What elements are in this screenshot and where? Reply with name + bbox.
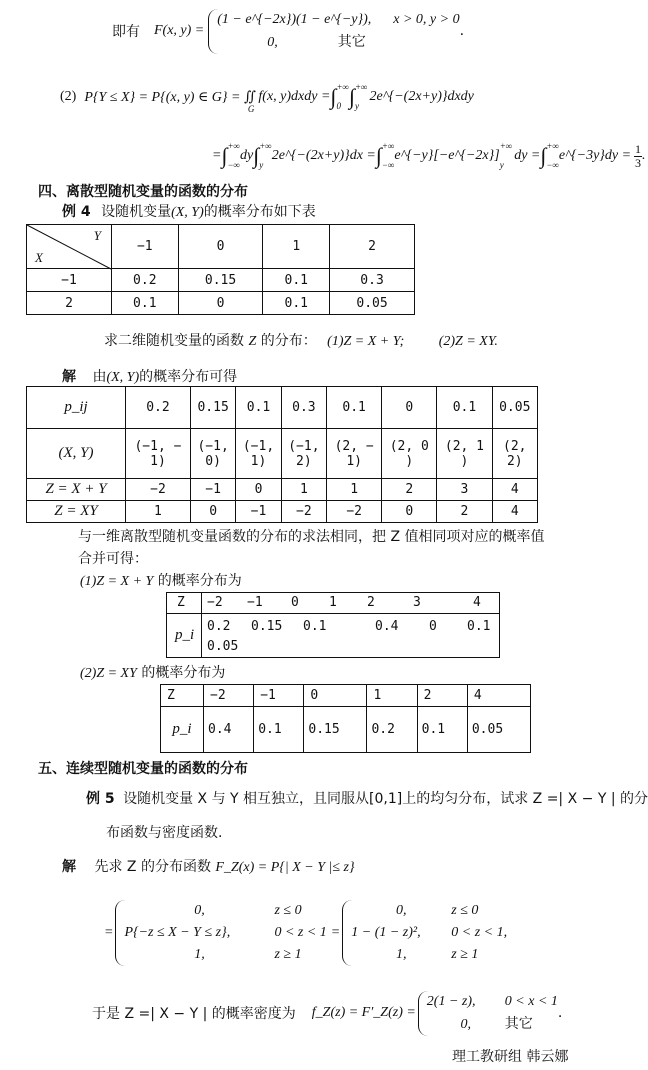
xy-cell: (2, 2) (492, 429, 537, 479)
prod-cell: 1 (126, 501, 191, 523)
sum-cell: −1 (190, 479, 235, 501)
table-row (161, 707, 531, 753)
p-cell: 0.2 (126, 387, 191, 429)
table-row (27, 479, 538, 501)
footer-author: 理工教研组 韩云娜 (452, 1049, 569, 1065)
ask-line (104, 330, 498, 350)
dist1-table (166, 592, 500, 658)
pdf-tail: . (557, 1005, 563, 1021)
p-cell: 0.3 (281, 387, 326, 429)
int-a-lower: 0 (336, 101, 341, 111)
solution5-line (62, 856, 355, 876)
case2-expr: 0, (267, 34, 278, 50)
part2-eq2c: 2e^{−(2x+y)}dx = (271, 148, 376, 163)
bracket-lower: y (499, 160, 504, 170)
part2-eq2d: e^{−y}[−e^{−2x}] (394, 148, 500, 163)
note-line2: 合并可得： (78, 551, 148, 567)
dist2-p: 0.05 (467, 707, 530, 753)
sub2-text: 的概率分布为 (141, 665, 226, 681)
sum-cell: 1 (281, 479, 326, 501)
example5-label: 例 5 (86, 791, 115, 807)
xy-cell: (2, − 1) (327, 429, 382, 479)
dist2-z: −1 (254, 685, 304, 707)
solution5-text: 先求 Z 的分布函数 (94, 859, 211, 875)
example5-text: 设随机变量 X 与 Y 相互独立，且同服从[0,1]上的均匀分布，试求 Z =| X − Y | 的分 (123, 791, 648, 807)
dist1-z: 4 (473, 595, 481, 610)
integral-f: ∫ (540, 143, 547, 168)
part2-eq1b: f(x, y)dxdy = (258, 89, 331, 104)
part2-eq2f: e^{−3y}dy = (558, 148, 632, 163)
example5-line1 (86, 788, 648, 808)
cdf-right-cases: 0, z ≤ 0 1 − (1 − z)², 0 < z < 1, 1, z ≥ 1 (342, 900, 507, 966)
integral-c: ∫ (221, 143, 228, 168)
sum-cell: 3 (437, 479, 492, 501)
sub2-label: (2)Z = XY (80, 666, 137, 681)
cdf-lhs: F(x, y) = (154, 23, 205, 38)
prod-cell: 4 (492, 501, 537, 523)
sum-cell: 0 (236, 479, 281, 501)
dist2-p: 0.1 (254, 707, 304, 753)
part2-eq1c: 2e^{−(2x+y)}dxdy (369, 89, 474, 104)
p-cell: 0.05 (492, 387, 537, 429)
corner-y: Y (93, 228, 101, 243)
section4-heading: 四、离散型随机变量的函数的分布 (38, 184, 248, 200)
row-label-xy: (X, Y) (27, 429, 126, 479)
example4-var: (X, Y) (171, 205, 204, 220)
p-cell: 0.1 (437, 387, 492, 429)
part2-line2 (212, 138, 646, 174)
joint-distribution-table (26, 224, 415, 315)
result-tail: . (642, 148, 646, 163)
dist1-z-label: Z (177, 595, 185, 610)
cdf-left-cases: 0, z ≤ 0 P{−z ≤ X − Y ≤ z}, 0 < z < 1 1, z ≥ 1 (115, 900, 326, 966)
sum-cell: 4 (492, 479, 537, 501)
note-line1: 与一维离散型随机变量函数的分布的求法相同，把 Z 值相同项对应的概率值 (78, 529, 545, 545)
xy-cell: (2, 1 ) (437, 429, 492, 479)
ask-text2: 的分布： (260, 333, 317, 349)
pdf-cases: 2(1 − z), 0 < x < 1 0, 其它 (418, 991, 558, 1036)
int-f-lower: −∞ (546, 160, 559, 170)
case2-cond: 其它 (337, 33, 366, 50)
int-d-upper: +∞ (259, 141, 272, 151)
prod-cell: −1 (236, 501, 281, 523)
dist1-p: 0.4 (375, 619, 399, 634)
row-label-prod: Z = XY (27, 501, 126, 523)
dist2-p: 0.1 (417, 707, 467, 753)
int-d-lower: y (259, 160, 264, 170)
int-e-lower: −∞ (381, 160, 395, 170)
int-c-lower: −∞ (227, 160, 240, 170)
dist2-z: 1 (367, 685, 417, 707)
example4-label: 例 4 (62, 204, 91, 220)
col-header: 2 (330, 225, 415, 269)
dist1-p: 0.2 (207, 619, 231, 634)
dist1-z: −2 (207, 595, 223, 610)
integral-d: ∫ (253, 143, 260, 168)
example4-text2: 的概率分布如下表 (203, 204, 316, 220)
dist2-z: 0 (304, 685, 367, 707)
result-fraction (634, 143, 642, 170)
xy-cell: (−1, 0) (190, 429, 235, 479)
cell: 0.05 (330, 292, 415, 315)
table-row (27, 429, 538, 479)
dist2-z: −2 (204, 685, 254, 707)
int-a-upper: +∞ (336, 82, 349, 92)
ask-q2: (2)Z = XY. (438, 334, 498, 349)
sub1-label: (1)Z = X + Y (80, 574, 154, 589)
part2-line1 (60, 80, 474, 114)
example4-text: 设随机变量 (101, 204, 172, 220)
dist2-z: 2 (417, 685, 467, 707)
dist1-p-label: p_i (175, 627, 195, 643)
pdf-line (92, 990, 562, 1036)
case1-cond: x > 0, y > 0 (393, 11, 460, 27)
dist2-z: 4 (467, 685, 530, 707)
result-num: 1 (635, 141, 642, 156)
cdf-lead: = (104, 925, 114, 940)
integral-a: ∫ (330, 84, 337, 109)
cell: 0.2 (112, 269, 179, 292)
part2-label: (2) (60, 89, 77, 104)
part2-eq2b: dy (239, 148, 254, 163)
cell: 0.1 (112, 292, 179, 315)
table-row (27, 269, 415, 292)
dist1-z: 1 (329, 595, 337, 610)
solution-line (62, 366, 237, 386)
cdf-piecewise (104, 898, 507, 968)
xy-cell: (−1, 2) (281, 429, 326, 479)
prod-cell: 0 (190, 501, 235, 523)
dist1-p: 0.1 (303, 619, 327, 634)
cdf-joint-line (112, 6, 464, 56)
integral-b: ∫ (348, 84, 355, 109)
sub2-line (80, 662, 225, 682)
pdf-text: 于是 Z =| X − Y | 的概率密度为 (92, 1006, 296, 1022)
p-cell: 0.1 (236, 387, 281, 429)
row-label-sum: Z = X + Y (27, 479, 126, 501)
part2-eq2a: = (212, 148, 222, 163)
example5-line2: 布函数与密度函数. (106, 825, 223, 841)
int-c-upper: +∞ (227, 141, 240, 151)
int-b-upper: +∞ (354, 82, 368, 92)
dist2-p-label: p_i (161, 707, 204, 753)
line1-tail: . (459, 23, 465, 39)
ask-q1: (1)Z = X + Y; (327, 334, 405, 349)
sum-cell: 1 (327, 479, 382, 501)
solution-var: (X, Y) (106, 370, 140, 385)
dist2-z-label: Z (161, 685, 204, 707)
dist1-z: −1 (247, 595, 263, 610)
sub1-text: 的概率分布为 (157, 573, 242, 589)
solution-text: 由 (92, 369, 107, 385)
example4-line (62, 201, 316, 221)
dist1-z: 2 (367, 595, 375, 610)
corner-x: X (35, 250, 43, 265)
pdf-lhs: f_Z(z) = F′_Z(z) = (311, 1005, 416, 1020)
col-header: 0 (178, 225, 263, 269)
bracket-upper: +∞ (499, 141, 513, 151)
dist1-z: 0 (291, 595, 299, 610)
solution-text2: 的概率分布可得 (139, 369, 238, 385)
cdf-cases (208, 9, 459, 54)
integral-e: ∫ (375, 143, 382, 168)
row-header: 2 (27, 292, 112, 315)
dist2-p: 0.15 (304, 707, 367, 753)
ask-var: Z (248, 334, 257, 349)
cdf-mid: = (330, 925, 341, 940)
region-label: G (247, 104, 255, 114)
int-e-upper: +∞ (381, 141, 395, 151)
prod-cell: 0 (382, 501, 437, 523)
int-f-upper: +∞ (546, 141, 559, 151)
section5-heading: 五、连续型随机变量的函数的分布 (38, 761, 248, 777)
table-row (161, 685, 531, 707)
cell: 0.1 (263, 292, 330, 315)
p-cell: 0.15 (190, 387, 235, 429)
solution5-label: 解 (62, 859, 76, 875)
table-row (27, 501, 538, 523)
dist1-z: 3 (413, 595, 421, 610)
function-values-table (26, 386, 538, 523)
p-cell: 0.1 (327, 387, 382, 429)
dist1-p: 0 (429, 619, 437, 634)
result-den: 3 (635, 155, 642, 170)
prod-cell: 2 (437, 501, 492, 523)
prefix-text: 即有 (112, 24, 140, 40)
dist1-p: 0.15 (251, 619, 283, 634)
prod-cell: −2 (327, 501, 382, 523)
dist1-p: 0.1 (467, 619, 491, 634)
solution5-formula: F_Z(x) = P{| X − Y |≤ z} (215, 860, 355, 875)
int-b-lower: y (354, 101, 359, 111)
cell: 0 (178, 292, 263, 315)
row-label-pij: p_ij (27, 387, 126, 429)
cell: 0.3 (330, 269, 415, 292)
col-header: 1 (263, 225, 330, 269)
part2-eq2e: dy = (514, 148, 541, 163)
xy-cell: (−1, − 1) (126, 429, 191, 479)
dist1-p-extra: 0.05 (207, 639, 239, 654)
dist2-p: 0.4 (204, 707, 254, 753)
dist2-p: 0.2 (367, 707, 417, 753)
case1-expr: (1 − e^{−2x})(1 − e^{−y}), (217, 11, 372, 27)
table-row (27, 387, 538, 429)
xy-cell: (2, 0 ) (382, 429, 437, 479)
solution-label: 解 (62, 369, 76, 385)
col-header: −1 (112, 225, 179, 269)
row-header: −1 (27, 269, 112, 292)
sum-cell: −2 (126, 479, 191, 501)
prod-cell: −2 (281, 501, 326, 523)
sum-cell: 2 (382, 479, 437, 501)
cell: 0.15 (178, 269, 263, 292)
table-row (27, 292, 415, 315)
xy-cell: (−1, 1) (236, 429, 281, 479)
part2-eq1: P{Y ≤ X} = P{(x, y) ∈ G} = ∬ (84, 89, 256, 105)
corner-cell (27, 225, 112, 269)
dist2-table (160, 684, 531, 753)
sub1-line (80, 570, 242, 590)
cell: 0.1 (263, 269, 330, 292)
ask-text: 求二维随机变量的函数 (104, 333, 244, 349)
p-cell: 0 (382, 387, 437, 429)
